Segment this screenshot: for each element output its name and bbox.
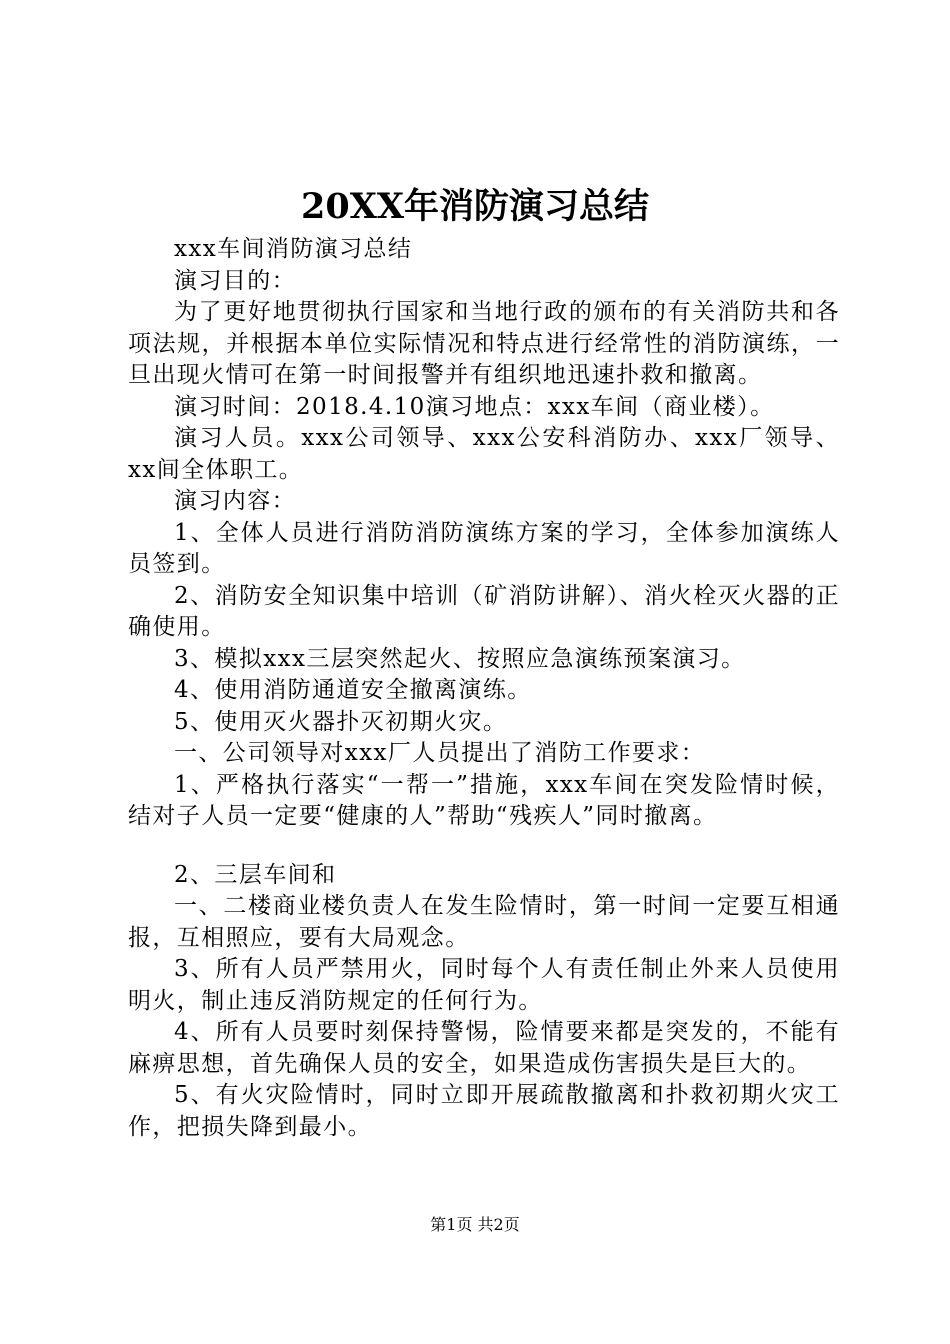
paragraph: 4、使用消防通道安全撤离演练。 [174,677,532,703]
paragraph: 演习目的： [174,267,296,294]
paragraph: 一、二楼商业楼负责人在发生险情时，第一时间一定要互相通报，互相照应，要有大局观念。 [128,893,840,951]
paragraph: 2、三层车间和 [174,861,337,888]
paragraph: 3、所有人员严禁用火，同时每个人有责任制止外来人员使用明火，制止违反消防规定的任何行为。 [128,956,840,1014]
paragraph: 演习内容： [174,488,296,514]
paragraph: 1、全体人员进行消防消防演练方案的学习，全体参加演练人员签到。 [128,519,840,577]
paragraph: 5、使用灭火器扑灭初期火灾。 [174,708,508,735]
paragraph: 演习时间：2018.4.10演习地点：xxx车间（商业楼）。 [174,393,775,420]
paragraph: 2、消防安全知识集中培训（矿消防讲解）、消火栓灭火器的正确使用。 [128,582,840,640]
paragraph: 一、公司领导对xxx厂人员提出了消防工作要求： [174,740,706,766]
paragraph: 3、模拟xxx三层突然起火、按照应急演练预案演习。 [174,645,746,672]
document-title: 20XX年消防演习总结 [300,186,650,227]
paragraph: 1、严格执行落实“一帮一”措施，xxx车间在突发险情时候，结对子人员一定要“健康的人”帮助“残疾人”同时撤离。 [128,771,840,829]
paragraph: 4、所有人员要时刻保持警惕，险情要来都是突发的，不能有麻痹思想，首先确保人员的安全，如果造成伤害损失是巨大的。 [128,1019,840,1077]
paragraph: xxx车间消防演习总结 [174,236,413,262]
page-number-footer: 第1页 共2页 [430,1215,520,1234]
document-body [128,234,840,1143]
paragraph: 5、有火灾险情时，同时立即开展疏散撤离和扑救初期火灾工作，把损失降到最小。 [128,1082,840,1140]
paragraph: 为了更好地贯彻执行国家和当地行政的颁布的有关消防共和各项法规，并根据本单位实际情况和特点进行经常性的消防演练，一旦出现火情可在第一时间报警并有组织地迅速扑救和撤离。 [128,299,840,388]
paragraph: 演习人员。xxx公司领导、xxx公安科消防办、xxx厂领导、xx间全体职工。 [128,425,840,483]
